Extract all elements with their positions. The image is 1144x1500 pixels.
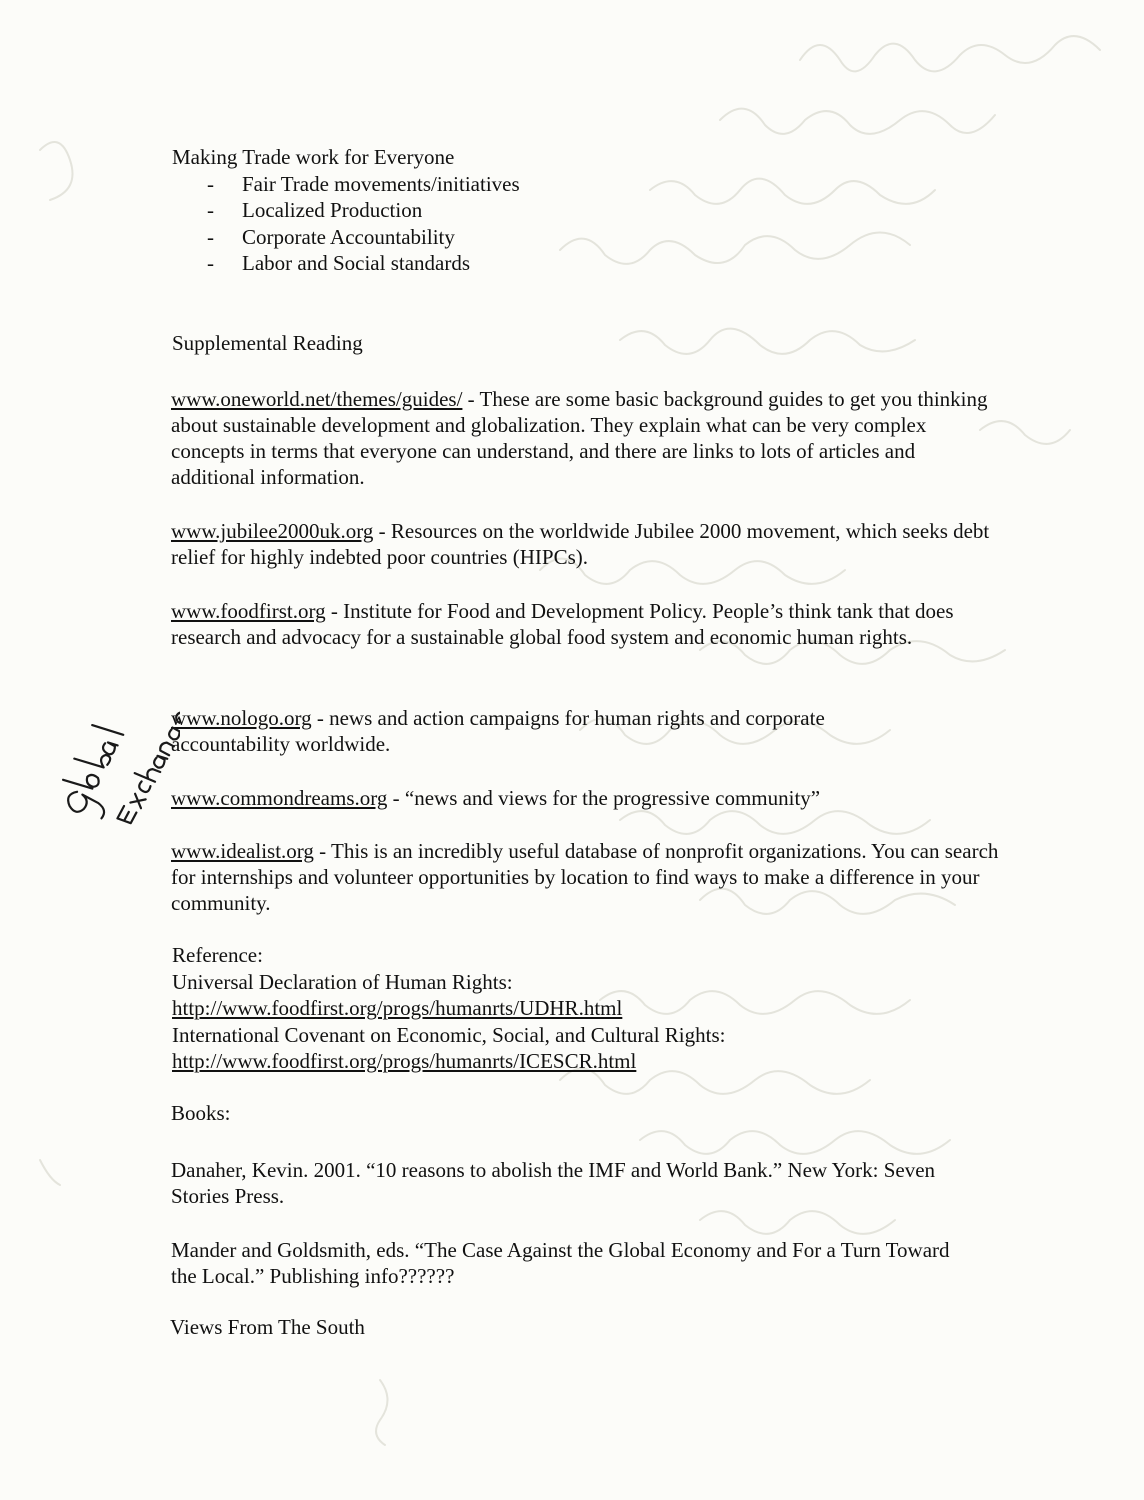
section-heading-reference: Reference: [172, 943, 263, 967]
section-heading-trade: Making Trade work for Everyone [172, 145, 455, 169]
bullet-marker: - [207, 172, 214, 196]
link-oneworld[interactable]: www.oneworld.net/themes/guides/ [171, 387, 463, 411]
reading-entry-text: - Institute for Food and Development Policy. People’s think tank that does research and advocacy for a sustainable global food system and economic human rights. [171, 599, 954, 649]
reading-entry [171, 785, 1001, 811]
bullet-marker: - [207, 251, 214, 275]
reading-entry [171, 386, 1001, 490]
bullet-item-localized: Localized Production [242, 198, 423, 222]
link-udhr[interactable]: http://www.foodfirst.org/progs/humanrts/UDHR.html [172, 996, 623, 1020]
link-nologo[interactable]: www.nologo.org [171, 706, 312, 730]
bullet-item-fair-trade: Fair Trade movements/initiatives [242, 172, 520, 196]
reference-label-icescr: International Covenant on Economic, Social, and Cultural Rights: [172, 1023, 726, 1047]
reading-entry [171, 705, 931, 757]
link-idealist[interactable]: www.idealist.org [171, 839, 314, 863]
reading-entry-text: - These are some basic background guides to get you thinking about sustainable development and globalization. They explain what can be very complex concepts in terms that everyone can understand, and there are links to lots of articles and additional information. [171, 387, 988, 489]
bullet-marker: - [207, 198, 214, 222]
reading-entry [171, 598, 1001, 650]
link-icescr[interactable]: http://www.foodfirst.org/progs/humanrts/ICESCR.html [172, 1049, 637, 1073]
section-heading-supplemental: Supplemental Reading [172, 331, 363, 355]
book-entry-mander: Mander and Goldsmith, eds. “The Case Against the Global Economy and For a Turn Toward the Local.” Publishing info?????? [171, 1238, 950, 1288]
handwritten-note-global-exchange [40, 690, 180, 850]
reading-entry-text: - news and action campaigns for human rights and corporate accountability worldwide. [171, 706, 825, 756]
bullet-marker: - [207, 225, 214, 249]
reading-entry [171, 518, 1001, 570]
link-jubilee[interactable]: www.jubilee2000uk.org [171, 519, 374, 543]
bullet-item-labor: Labor and Social standards [242, 251, 471, 275]
reading-entry [171, 838, 1001, 916]
reference-label-udhr: Universal Declaration of Human Rights: [172, 970, 513, 994]
bullet-item-corporate: Corporate Accountability [242, 225, 455, 249]
link-commondreams[interactable]: www.commondreams.org [171, 786, 388, 810]
reading-entry-text: - Resources on the worldwide Jubilee 2000 movement, which seeks debt relief for highly indebted poor countries (HIPCs). [171, 519, 990, 569]
reading-entry-text: - “news and views for the progressive community” [387, 786, 821, 810]
section-heading-books: Books: [171, 1101, 231, 1125]
book-entry-danaher: Danaher, Kevin. 2001. “10 reasons to abolish the IMF and World Bank.” New York: Seven Stories Press. [171, 1158, 936, 1208]
reading-entry-text: - This is an incredibly useful database of nonprofit organizations. You can search for internships and volunteer opportunities by location to find ways to make a difference in your community. [171, 839, 999, 915]
closing-line: Views From The South [170, 1315, 365, 1339]
link-foodfirst[interactable]: www.foodfirst.org [171, 599, 326, 623]
